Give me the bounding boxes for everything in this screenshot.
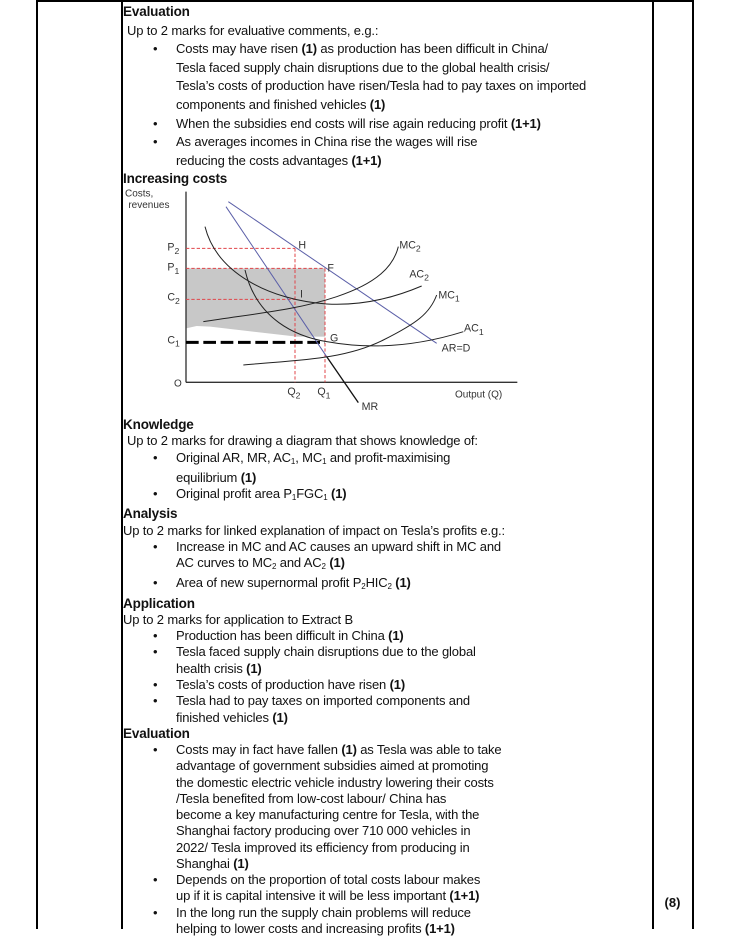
q2-label: $Q_2$ [287,386,301,401]
text-line [123,775,653,791]
text: Costs may in fact have fallen [176,742,342,758]
text: Tesla faced supply chain disruptions due to the global health crisis/ [176,59,550,75]
text: /Tesla benefited from low-cost labour/ China has [176,790,447,806]
text-line [123,96,653,115]
ac2-label: $AC_2$ [409,268,429,283]
mark-value: (1) [272,709,288,725]
subscript: 2 [387,582,392,592]
point-f: F [327,262,334,275]
text: FGC [296,486,324,502]
text-line [123,612,653,628]
text-line [123,840,653,856]
text: As averages incomes in China rise the wages will rise [176,134,478,150]
subscript: 2 [272,562,277,572]
mark-value: (1) [388,628,404,644]
mark-value: (1) [233,855,249,871]
bullet-item [123,40,653,59]
bullet-item [123,693,653,709]
point-i: I [300,288,303,301]
text: Area of new supernormal profit P [176,575,362,591]
text: AC curves to MC [176,555,272,571]
text: advantage of government subsidies aimed at promoting [176,758,489,774]
text: Increasing costs [123,171,228,187]
section-heading [123,417,653,433]
mark-value: (1) [331,486,347,502]
text: up if it is capital intensive it will be less important [176,888,450,904]
text: the domestic electric vehicle industry lowering their costs [176,774,494,790]
mc2-label: $MC_2$ [399,239,421,254]
text: Tesla faced supply chain disruptions due to the global [176,644,476,660]
text-line [123,856,653,872]
mark-value: (1) [246,660,262,676]
marking-criteria [123,417,653,937]
table-border-right [692,1,694,929]
text-line [123,791,653,807]
p1-label: $P_1$ [167,261,180,276]
mark-value: (1) [301,41,317,57]
text: equilibrium [176,469,241,485]
bullet-item [123,539,653,555]
text: finished vehicles [176,709,273,725]
subscript: 2 [321,562,326,572]
text-line [123,710,653,726]
bullet-item [123,115,653,134]
section-heading [123,3,653,22]
text: Knowledge [123,417,194,432]
ac1-label: $AC_1$ [464,322,484,337]
subscript: 1 [291,493,297,503]
text-line [123,758,653,774]
text: and profit-maximising [326,449,451,465]
text: 2022/ Tesla improved its efficiency from producing in [176,839,470,855]
section-heading [123,596,653,612]
mr-label: MR [361,401,379,413]
subscript: 2 [361,582,366,592]
bullet-item [123,742,653,758]
text: When the subsidies end costs will rise again reducing profit [176,115,511,131]
text: Increase in MC and AC causes an upward shift in MC and [176,538,502,554]
mark-value: (1+1) [424,920,455,936]
bullet-item [123,628,653,644]
text-line [123,661,653,677]
subscript: 1 [323,493,328,503]
text: Tesla had to pay taxes on imported components and [176,693,471,709]
text-line [123,888,653,904]
text: Depends on the proportion of total costs labour makes [176,872,481,888]
mark-value: (1) [329,555,345,571]
mark-value: (1) [341,742,357,758]
mc1-label: $MC_1$ [438,289,460,304]
text: and AC [276,555,322,571]
text: Original profit area P [176,486,292,502]
table-top-border [36,0,694,2]
c2-label: $C_2$ [167,291,180,306]
origin-label: O [174,378,182,390]
text-line [123,59,653,78]
bullet-item [123,872,653,888]
table-border-left [36,1,38,929]
text: as Tesla was able to take [356,742,502,758]
bullet-item [123,677,653,693]
text: Up to 2 marks for drawing a diagram that shows knowledge of: [127,433,478,449]
text: Costs may have risen [176,41,302,57]
text: , MC [295,449,323,465]
text-line [123,823,653,839]
text: become a key manufacturing centre for Tesla, with the [176,807,480,823]
p2-label: $P_2$ [167,241,180,256]
mark-value: (1+1) [510,115,541,131]
mark-value: (1) [240,469,257,485]
bullet-item [123,486,653,506]
mark-value: (1+1) [449,888,480,904]
subscript: 1 [322,456,327,466]
text-line [123,555,653,575]
bullet-item [123,644,653,660]
c1-label: $C_1$ [167,334,180,349]
text: components and finished vehicles [176,96,370,112]
subscript: 1 [290,456,296,466]
bullet-item [123,905,653,921]
section-heading [123,726,653,742]
mark-value: (1) [395,575,411,591]
text: Tesla’s costs of production have risen/Tesla had to pay taxes on imported [176,78,587,94]
profit-area-shading [186,268,325,336]
point-g: G [330,332,339,345]
x-axis-label: Output (Q) [455,389,503,401]
text: helping to lower costs and increasing profits [176,920,425,936]
text: Up to 2 marks for linked explanation of impact on Tesla’s profits e.g.: [123,522,505,538]
bullet-item [123,450,653,470]
bullet-item [123,575,653,595]
text-line [123,22,653,41]
text: HIC [365,575,388,591]
text: Application [123,595,195,611]
mark-value: (1) [369,96,386,112]
text: Tesla’s costs of production have risen [176,676,390,692]
mark-value: (1+1) [351,152,382,168]
text: Analysis [123,506,178,522]
text-line [123,77,653,96]
total-marks: (8) [664,895,681,910]
text: Up to 2 marks for evaluative comments, e.g.: [127,22,379,38]
text: Evaluation [123,4,190,19]
cost-revenue-diagram [110,180,530,420]
text-line [123,523,653,539]
q1-label: $Q_1$ [317,386,331,401]
text: Production has been difficult in China [176,628,389,644]
mr-curve-lower [327,357,359,403]
text-line [123,470,653,486]
ar-label: AR=D [441,342,471,355]
text: Original AR, MR, AC [176,449,291,465]
point-h: H [298,239,307,252]
text-line [123,433,653,449]
text: Evaluation [123,725,190,741]
text: reducing the costs advantages [176,152,352,168]
evaluation-section [123,3,653,189]
text: Shanghai [176,855,234,871]
text: In the long run the supply chain problems will reduce [176,904,471,920]
text-line [123,152,653,171]
text: Shanghai factory producing over 710 000 vehicles in [176,823,471,839]
section-heading [123,506,653,522]
mark-value: (1) [389,676,406,692]
text: Up to 2 marks for application to Extract B [123,611,353,627]
bullet-item [123,133,653,152]
y-axis-label: Costs, [125,188,154,200]
text-line [123,807,653,823]
y-axis-label: revenues [128,200,170,211]
text: as production has been difficult in China/ [316,41,548,57]
text: health crisis [176,660,247,676]
